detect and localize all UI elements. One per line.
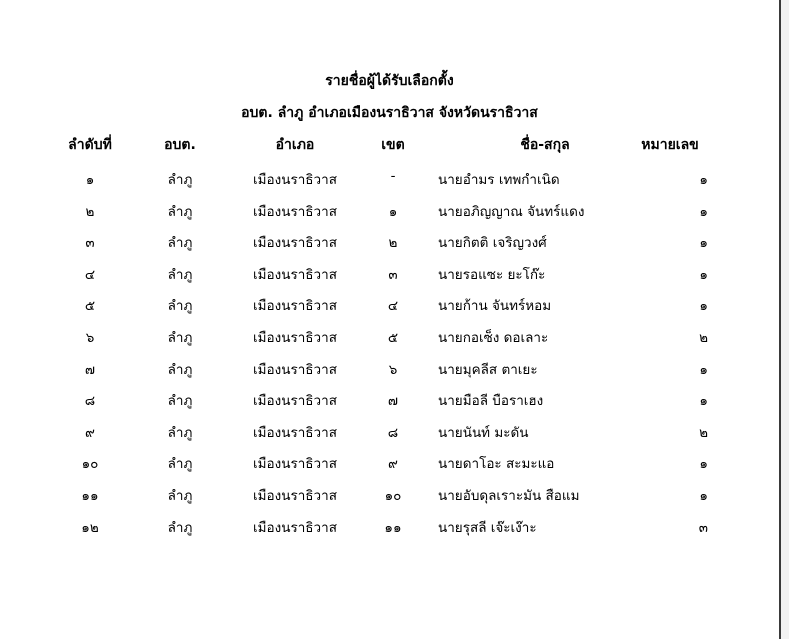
table-row — [0, 452, 779, 474]
header-number: หมายเลข — [641, 137, 699, 153]
cell-obt: ลำภู — [167, 456, 193, 473]
cell-order: ๓ — [85, 235, 95, 252]
cell-order: ๑๒ — [81, 519, 99, 536]
table-row — [0, 294, 779, 316]
cell-obt: ลำภู — [167, 424, 193, 441]
header-district: เขต — [381, 137, 405, 153]
cell-amphoe: เมืองนราธิวาส — [253, 298, 337, 315]
document-title: รายชื่อผู้ได้รับเลือกตั้ง — [325, 73, 454, 89]
cell-amphoe: เมืองนราธิวาส — [253, 456, 337, 473]
header-obt: อบต. — [164, 137, 196, 153]
cell-name: นายรอแซะ ยะโก๊ะ — [438, 266, 546, 283]
cell-order: ๕ — [84, 298, 96, 315]
cell-district: ๓ — [388, 266, 398, 283]
header-order: ลำดับที่ — [68, 137, 112, 153]
cell-name: นายกอเซ็ง ดอเลาะ — [438, 330, 549, 346]
cell-name: นายกิตติ เจริญวงศ์ — [438, 235, 547, 252]
cell-district: ๘ — [387, 424, 399, 441]
cell-district: - — [390, 168, 396, 184]
cell-name: นายมุคลีส ตาเยะ — [438, 361, 538, 378]
cell-number: ๑ — [699, 393, 708, 410]
cell-amphoe: เมืองนราธิวาส — [253, 519, 337, 536]
cell-name: นายอภิญญาณ จันทร์แดง — [438, 203, 585, 220]
cell-number: ๑ — [699, 203, 708, 220]
cell-amphoe: เมืองนราธิวาส — [253, 266, 337, 283]
cell-amphoe: เมืองนราธิวาส — [253, 172, 337, 188]
cell-order: ๙ — [85, 424, 95, 441]
table-row — [0, 389, 779, 411]
table-row — [0, 326, 779, 348]
cell-obt: ลำภู — [167, 266, 193, 283]
cell-name: นายรุสลี เจ๊ะเง๊าะ — [438, 519, 537, 536]
cell-order: ๑๐ — [81, 456, 99, 473]
cell-district: ๕ — [387, 330, 399, 346]
cell-name: นายอำมร เทพกำเนิด — [438, 172, 560, 188]
cell-order: ๒ — [85, 203, 95, 220]
table-row — [0, 263, 779, 285]
cell-name: นายอับดุลเราะมัน สือแม — [438, 488, 580, 504]
cell-amphoe: เมืองนราธิวาส — [253, 393, 337, 410]
table-row — [0, 168, 779, 190]
cell-district: ๙ — [388, 456, 398, 473]
cell-number: ๒ — [699, 330, 708, 346]
cell-district: ๑ — [388, 203, 398, 220]
table-header — [0, 134, 779, 156]
header-amphoe: อำเภอ — [275, 137, 315, 153]
document-subtitle: อบต. ลำภู อำเภอเมืองนราธิวาส จังหวัดนราธิวาส — [241, 105, 538, 121]
table-row — [0, 231, 779, 253]
cell-number: ๑ — [699, 298, 708, 315]
cell-number: ๒ — [699, 424, 708, 441]
cell-amphoe: เมืองนราธิวาส — [253, 424, 337, 441]
cell-number: ๓ — [698, 519, 708, 536]
cell-district: ๖ — [388, 361, 398, 378]
cell-name: นายมือลี บือราเฮง — [438, 393, 544, 410]
cell-name: นายนันท์ มะดัน — [438, 424, 529, 441]
cell-obt: ลำภู — [167, 330, 193, 346]
table-row — [0, 421, 779, 443]
cell-number: ๑ — [699, 488, 708, 504]
table-row — [0, 358, 779, 380]
cell-district: ๔ — [387, 298, 399, 315]
cell-district: ๒ — [388, 235, 398, 252]
header-name: ชื่อ-สกุล — [520, 137, 570, 153]
cell-district: ๑๑ — [384, 519, 402, 536]
cell-amphoe: เมืองนราธิวาส — [253, 235, 337, 252]
cell-obt: ลำภู — [167, 393, 193, 410]
cell-order: ๖ — [85, 330, 95, 346]
cell-order: ๑๑ — [81, 488, 99, 504]
cell-obt: ลำภู — [167, 361, 193, 378]
cell-district: ๑๐ — [384, 488, 402, 504]
cell-obt: ลำภู — [167, 172, 193, 188]
table-row — [0, 516, 779, 538]
cell-amphoe: เมืองนราธิวาส — [253, 488, 337, 504]
page-edge-scrollbar — [779, 0, 789, 639]
cell-obt: ลำภู — [167, 203, 193, 220]
cell-number: ๑ — [699, 266, 708, 283]
cell-amphoe: เมืองนราธิวาส — [253, 203, 337, 220]
cell-order: ๑ — [85, 172, 95, 188]
table-row — [0, 484, 779, 506]
cell-order: ๗ — [84, 361, 96, 378]
cell-name: นายก้าน จันทร์หอม — [438, 298, 552, 315]
cell-obt: ลำภู — [167, 235, 193, 252]
table-row — [0, 200, 779, 222]
cell-number: ๑ — [699, 361, 708, 378]
cell-obt: ลำภู — [167, 298, 193, 315]
cell-number: ๑ — [699, 456, 708, 473]
cell-number: ๑ — [699, 172, 708, 188]
cell-name: นายดาโอะ สะมะแอ — [438, 456, 555, 473]
cell-order: ๘ — [84, 393, 96, 410]
cell-district: ๗ — [387, 393, 399, 410]
cell-number: ๑ — [699, 235, 708, 252]
cell-amphoe: เมืองนราธิวาส — [253, 361, 337, 378]
cell-order: ๔ — [84, 266, 96, 283]
cell-amphoe: เมืองนราธิวาส — [253, 330, 337, 346]
cell-obt: ลำภู — [167, 488, 193, 504]
cell-obt: ลำภู — [167, 519, 193, 536]
